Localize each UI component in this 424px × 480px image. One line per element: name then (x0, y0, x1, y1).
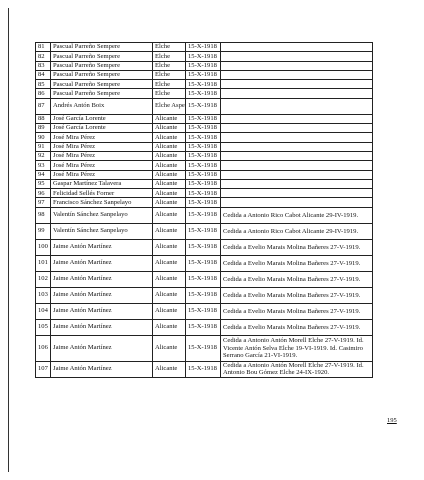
date-cell: 15-X-1918 (186, 303, 221, 319)
name-cell: Pascual Parreño Sempere (51, 89, 153, 98)
notes-cell (221, 142, 373, 151)
records-table-container (35, 42, 373, 378)
date-cell: 15-X-1918 (186, 207, 221, 223)
name-cell: Jaime Antón Martínez (51, 319, 153, 335)
place-cell: Alicante (153, 114, 186, 123)
date-cell: 15-X-1918 (186, 170, 221, 179)
row-number-cell: 94 (36, 170, 51, 179)
notes-cell (221, 179, 373, 188)
notes-cell (221, 189, 373, 198)
row-number-cell: 83 (36, 61, 51, 70)
date-cell: 15-X-1918 (186, 142, 221, 151)
place-cell: Alicante (153, 207, 186, 223)
table-row (36, 43, 373, 52)
table-row (36, 61, 373, 70)
table-row (36, 114, 373, 123)
row-number-cell: 96 (36, 189, 51, 198)
table-row (36, 198, 373, 207)
place-cell: Alicante (153, 198, 186, 207)
row-number-cell: 84 (36, 70, 51, 79)
place-cell: Alicante (153, 133, 186, 142)
row-number-cell: 86 (36, 89, 51, 98)
table-row (36, 271, 373, 287)
date-cell: 15-X-1918 (186, 255, 221, 271)
date-cell: 15-X-1918 (186, 124, 221, 133)
place-cell: Alicante (153, 287, 186, 303)
name-cell: Jaime Antón Martínez (51, 271, 153, 287)
date-cell: 15-X-1918 (186, 161, 221, 170)
name-cell: Pascual Parreño Sempere (51, 70, 153, 79)
notes-cell (221, 124, 373, 133)
date-cell: 15-X-1918 (186, 198, 221, 207)
name-cell: Jaime Antón Martínez (51, 255, 153, 271)
date-cell: 15-X-1918 (186, 70, 221, 79)
notes-cell: Cedida a Evelio Marais Molina Bañeres 27-V-1919. (221, 239, 373, 255)
notes-cell: Cedida a Evelio Marais Molina Bañeres 27-V-1919. (221, 287, 373, 303)
notes-cell (221, 98, 373, 114)
notes-cell: Cedida a Antonio Rico Cabot Alicante 29-IV-1919. (221, 223, 373, 239)
place-cell: Alicante (153, 142, 186, 151)
row-number-cell: 93 (36, 161, 51, 170)
place-cell: Alicante (153, 151, 186, 160)
name-cell: Jaime Antón Martínez (51, 287, 153, 303)
row-number-cell: 91 (36, 142, 51, 151)
row-number-cell: 85 (36, 80, 51, 89)
date-cell: 15-X-1918 (186, 89, 221, 98)
notes-cell (221, 151, 373, 160)
date-cell: 15-X-1918 (186, 335, 221, 361)
name-cell: Pascual Parreño Sempere (51, 52, 153, 61)
table-row (36, 133, 373, 142)
place-cell: Alicante (153, 255, 186, 271)
place-cell: Elche (153, 61, 186, 70)
date-cell: 15-X-1918 (186, 361, 221, 377)
place-cell: Elche (153, 89, 186, 98)
place-cell: Alicante (153, 170, 186, 179)
notes-cell (221, 161, 373, 170)
date-cell: 15-X-1918 (186, 43, 221, 52)
notes-cell (221, 52, 373, 61)
row-number-cell: 87 (36, 98, 51, 114)
row-number-cell: 90 (36, 133, 51, 142)
place-cell: Alicante (153, 271, 186, 287)
row-number-cell: 106 (36, 335, 51, 361)
notes-cell: Cedida a Antonio Antón Morell Elche 27-V-1919. Id. Vicente Antón Selva Elche 19-VI-1919. Id. Casimiro Serrano García 21-VI-1919. (221, 335, 373, 361)
notes-cell (221, 80, 373, 89)
table-row (36, 80, 373, 89)
table-row (36, 124, 373, 133)
table-row (36, 142, 373, 151)
row-number-cell: 89 (36, 124, 51, 133)
date-cell: 15-X-1918 (186, 287, 221, 303)
table-row (36, 52, 373, 61)
table-row (36, 70, 373, 79)
table-row (36, 303, 373, 319)
notes-cell: Cedida a Evelio Marais Molina Bañeres 27-V-1919. (221, 303, 373, 319)
table-row (36, 89, 373, 98)
place-cell: Elche (153, 80, 186, 89)
row-number-cell: 101 (36, 255, 51, 271)
name-cell: Gaspar Martínez Talavera (51, 179, 153, 188)
name-cell: Valentín Sánchez Sanpelayo (51, 223, 153, 239)
date-cell: 15-X-1918 (186, 179, 221, 188)
row-number-cell: 82 (36, 52, 51, 61)
name-cell: Pascual Parreño Sempere (51, 61, 153, 70)
notes-cell: Cedida a Antonio Rico Cabot Alicante 29-IV-1919. (221, 207, 373, 223)
date-cell: 15-X-1918 (186, 61, 221, 70)
table-row (36, 319, 373, 335)
place-cell: Elche (153, 52, 186, 61)
place-cell: Elche Aspe (153, 98, 186, 114)
name-cell: José Mira Pérez (51, 170, 153, 179)
name-cell: Jaime Antón Martínez (51, 239, 153, 255)
place-cell: Alicante (153, 361, 186, 377)
notes-cell (221, 70, 373, 79)
row-number-cell: 98 (36, 207, 51, 223)
table-row (36, 151, 373, 160)
name-cell: Francisco Sánchez Sanpelayo (51, 198, 153, 207)
date-cell: 15-X-1918 (186, 98, 221, 114)
notes-cell (221, 170, 373, 179)
row-number-cell: 107 (36, 361, 51, 377)
place-cell: Alicante (153, 303, 186, 319)
date-cell: 15-X-1918 (186, 52, 221, 61)
notes-cell (221, 198, 373, 207)
row-number-cell: 92 (36, 151, 51, 160)
table-row (36, 161, 373, 170)
date-cell: 15-X-1918 (186, 319, 221, 335)
table-row (36, 207, 373, 223)
notes-cell (221, 61, 373, 70)
table-row (36, 179, 373, 188)
row-number-cell: 104 (36, 303, 51, 319)
name-cell: Jaime Antón Martínez (51, 335, 153, 361)
name-cell: José Mira Pérez (51, 151, 153, 160)
date-cell: 15-X-1918 (186, 114, 221, 123)
date-cell: 15-X-1918 (186, 80, 221, 89)
place-cell: Alicante (153, 161, 186, 170)
name-cell: Jaime Antón Martínez (51, 303, 153, 319)
place-cell: Alicante (153, 335, 186, 361)
place-cell: Alicante (153, 189, 186, 198)
table-row (36, 239, 373, 255)
table-row (36, 361, 373, 377)
records-table (35, 42, 373, 378)
row-number-cell: 103 (36, 287, 51, 303)
table-row (36, 335, 373, 361)
name-cell: José García Lorente (51, 124, 153, 133)
name-cell: Pascual Parreño Sempere (51, 43, 153, 52)
name-cell: José García Lorente (51, 114, 153, 123)
name-cell: José Mira Pérez (51, 142, 153, 151)
date-cell: 15-X-1918 (186, 239, 221, 255)
place-cell: Alicante (153, 319, 186, 335)
name-cell: Felicidad Sellés Forner (51, 189, 153, 198)
date-cell: 15-X-1918 (186, 271, 221, 287)
place-cell: Alicante (153, 124, 186, 133)
row-number-cell: 100 (36, 239, 51, 255)
name-cell: Valentín Sánchez Sanpelayo (51, 207, 153, 223)
date-cell: 15-X-1918 (186, 189, 221, 198)
row-number-cell: 97 (36, 198, 51, 207)
records-table-body (36, 43, 373, 378)
date-cell: 15-X-1918 (186, 223, 221, 239)
notes-cell (221, 89, 373, 98)
table-row (36, 170, 373, 179)
row-number-cell: 102 (36, 271, 51, 287)
row-number-cell: 81 (36, 43, 51, 52)
table-row (36, 189, 373, 198)
notes-cell (221, 43, 373, 52)
notes-cell: Cedida a Antonio Antón Morell Elche 27-V-1919. Id. Antonio Bou Gómez Elche 24-IX-1920. (221, 361, 373, 377)
place-cell: Alicante (153, 179, 186, 188)
row-number-cell: 95 (36, 179, 51, 188)
table-row (36, 223, 373, 239)
row-number-cell: 99 (36, 223, 51, 239)
name-cell: José Mira Pérez (51, 133, 153, 142)
name-cell: Andrés Antón Boix (51, 98, 153, 114)
notes-cell (221, 114, 373, 123)
notes-cell (221, 133, 373, 142)
table-row (36, 255, 373, 271)
row-number-cell: 105 (36, 319, 51, 335)
table-row (36, 287, 373, 303)
name-cell: Pascual Parreño Sempere (51, 80, 153, 89)
page-number: 195 (387, 417, 397, 424)
table-row (36, 98, 373, 114)
name-cell: Jaime Antón Martínez (51, 361, 153, 377)
notes-cell: Cedida a Evelio Marais Molina Bañeres 27-V-1919. (221, 271, 373, 287)
date-cell: 15-X-1918 (186, 133, 221, 142)
notes-cell: Cedida a Evelio Marais Molina Bañeres 27-V-1919. (221, 255, 373, 271)
place-cell: Elche (153, 70, 186, 79)
name-cell: José Mira Pérez (51, 161, 153, 170)
place-cell: Elche (153, 43, 186, 52)
notes-cell: Cedida a Evelio Marais Molina Bañeres 27-V-1919. (221, 319, 373, 335)
row-number-cell: 88 (36, 114, 51, 123)
date-cell: 15-X-1918 (186, 151, 221, 160)
place-cell: Alicante (153, 239, 186, 255)
place-cell: Alicante (153, 223, 186, 239)
